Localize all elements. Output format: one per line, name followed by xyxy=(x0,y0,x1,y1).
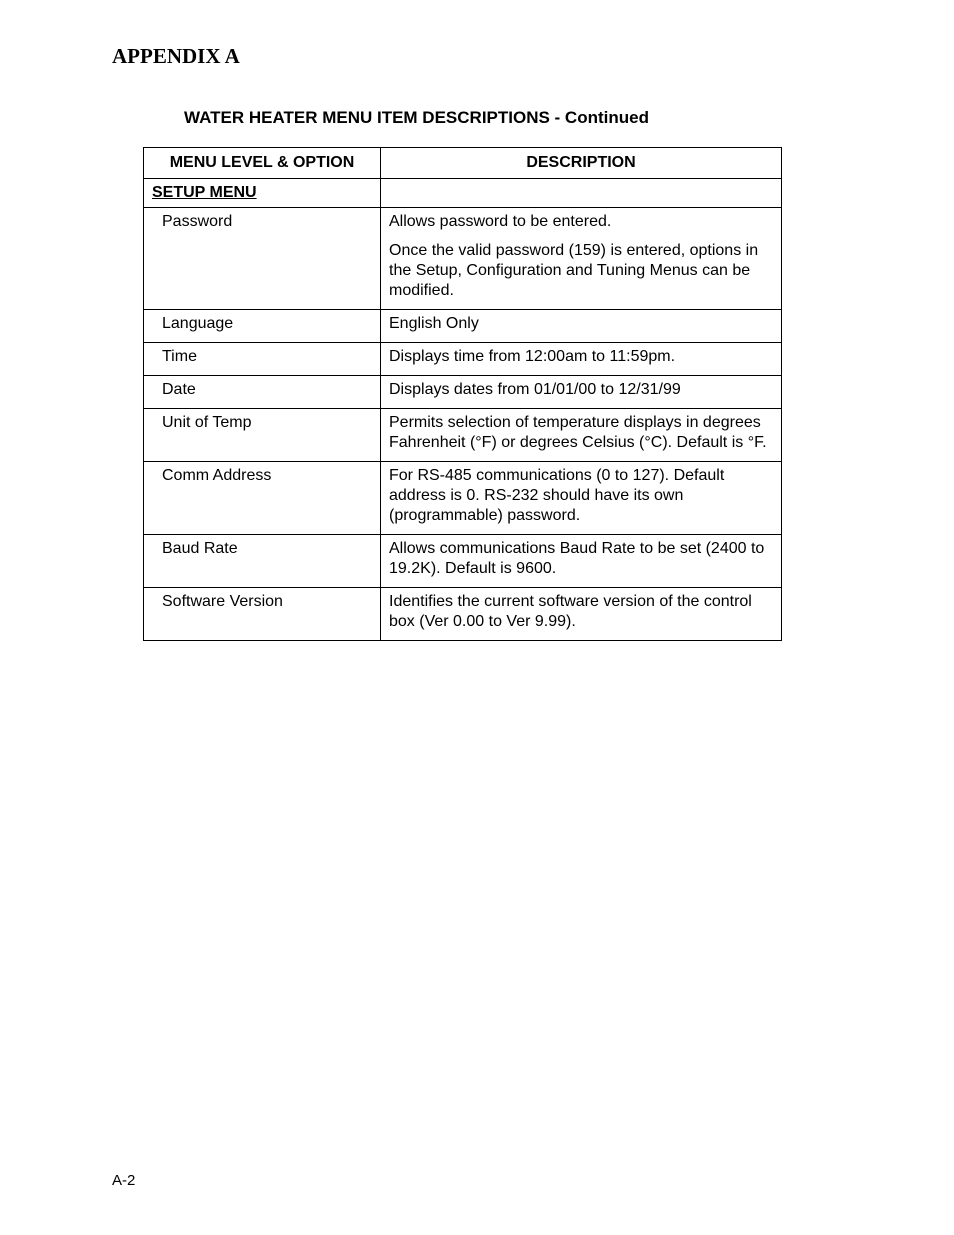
section-title: SETUP MENU xyxy=(144,179,381,208)
description-cell xyxy=(381,588,782,641)
option-cell: Unit of Temp xyxy=(144,409,381,462)
description-cell xyxy=(381,535,782,588)
table-row xyxy=(144,343,782,376)
description-text: Allows communications Baud Rate to be set (2400 to 19.2K). Default is 9600. xyxy=(389,540,765,577)
table-row xyxy=(144,462,782,535)
description-cell xyxy=(381,409,782,462)
menu-descriptions-table xyxy=(143,147,782,641)
option-cell: Language xyxy=(144,310,381,343)
description-text: For RS-485 communications (0 to 127). Default address is 0. RS-232 should have its own (programmable) password. xyxy=(389,467,725,524)
page-number: A-2 xyxy=(112,1172,136,1189)
option-cell: Software Version xyxy=(144,588,381,641)
option-cell: Comm Address xyxy=(144,462,381,535)
table-row xyxy=(144,409,782,462)
column-header-option: MENU LEVEL & OPTION xyxy=(144,148,381,179)
description-cell xyxy=(381,376,782,409)
page-header: APPENDIX A xyxy=(112,44,240,68)
table-row xyxy=(144,588,782,641)
description-text: English Only xyxy=(389,315,479,332)
table-title: WATER HEATER MENU ITEM DESCRIPTIONS - Continued xyxy=(184,108,649,127)
description-text: Displays time from 12:00am to 11:59pm. xyxy=(389,348,676,365)
column-header-description: DESCRIPTION xyxy=(381,148,782,179)
description-cell xyxy=(381,208,782,310)
option-cell: Date xyxy=(144,376,381,409)
table-row xyxy=(144,208,782,310)
description-text: Allows password to be entered. xyxy=(389,213,612,230)
table-row xyxy=(144,376,782,409)
table-header-row xyxy=(144,148,782,179)
description-text: Permits selection of temperature displays in degrees Fahrenheit (°F) or degrees Celsius (°C). Default is °F. xyxy=(389,414,767,451)
table-row xyxy=(144,535,782,588)
section-row xyxy=(144,179,782,208)
option-cell: Baud Rate xyxy=(144,535,381,588)
description-text: Identifies the current software version of the control box (Ver 0.00 to Ver 9.99). xyxy=(389,593,752,630)
description-cell xyxy=(381,462,782,535)
option-cell: Time xyxy=(144,343,381,376)
section-empty-cell xyxy=(381,179,782,208)
description-cell xyxy=(381,343,782,376)
option-cell: Password xyxy=(144,208,381,310)
table-row xyxy=(144,310,782,343)
description-cell xyxy=(381,310,782,343)
description-text: Once the valid password (159) is entered, options in the Setup, Configuration and Tuning Menus can be modified. xyxy=(389,242,759,299)
description-text: Displays dates from 01/01/00 to 12/31/99 xyxy=(389,381,681,398)
